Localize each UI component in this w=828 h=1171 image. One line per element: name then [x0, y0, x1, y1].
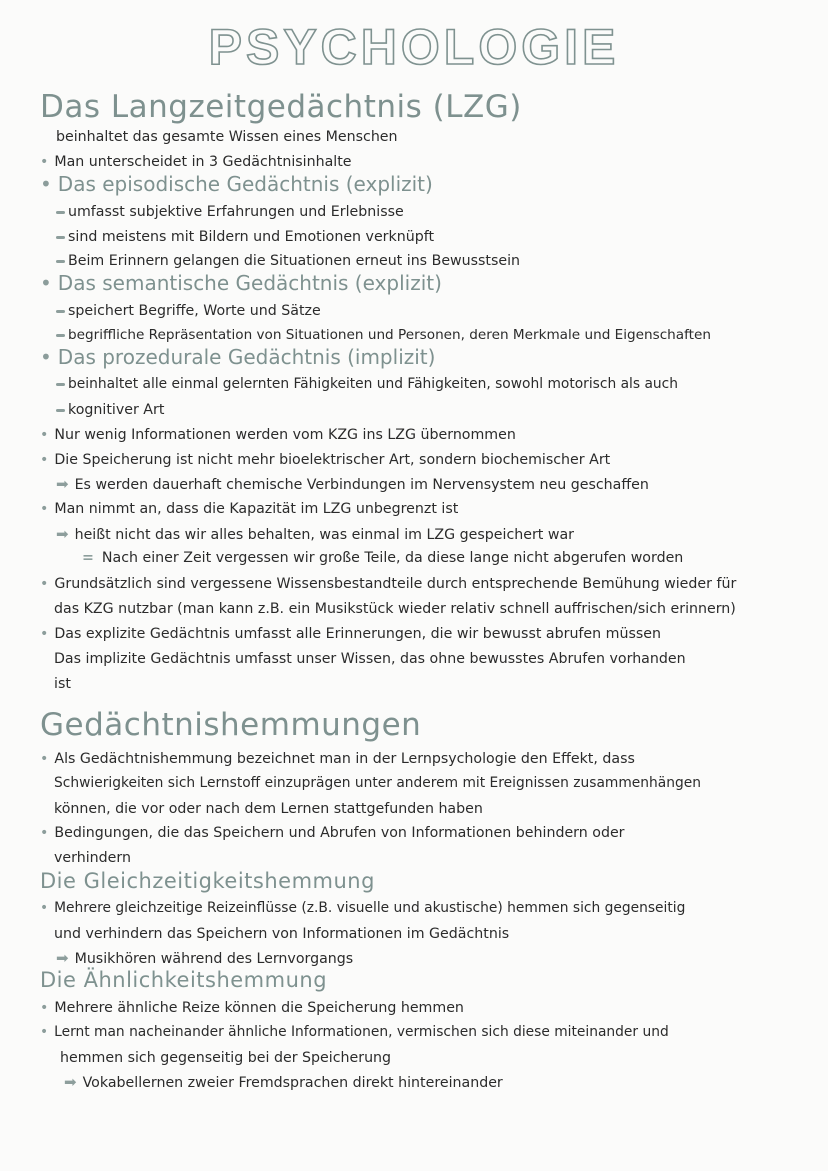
hemm-bullet-1-line-2: Schwierigkeiten sich Lernstoff einzuprägen unter anderem mit Ereignissen zusammenhängen	[54, 775, 701, 791]
arrow-right-icon: ➡	[56, 525, 69, 543]
gleichzeitigkeit-heading: Die Gleichzeitigkeitshemmung	[40, 869, 375, 893]
bullet-icon	[40, 345, 58, 369]
bullet-icon	[40, 427, 54, 443]
dash-icon	[56, 211, 65, 214]
bullet-icon	[40, 1024, 54, 1040]
equals-icon: =	[82, 550, 94, 566]
lzg-arrow-2: ➡ heißt nicht das wir alles behalten, was einmal im LZG gespeichert war	[56, 525, 574, 543]
lzg-bullet-6-line-2: Das implizite Gedächtnis umfasst unser Wissen, das ohne bewusstes Abrufen vorhanden	[54, 651, 686, 667]
bullet-icon	[40, 452, 54, 468]
dash-icon	[56, 334, 65, 337]
semantic-heading: • Das semantische Gedächtnis (explizit)	[40, 273, 798, 293]
lzg-bullet-5-line-1: • Grundsätzlich sind vergessene Wissensbestandteile durch entsprechende Bemühung wieder für	[40, 577, 798, 591]
lzg-bullet-2: • Nur wenig Informationen werden vom KZG ins LZG übernommen	[40, 428, 798, 442]
episodic-item-3: Beim Erinnern gelangen die Situationen erneut ins Bewusstsein	[56, 254, 798, 268]
gleichzeitigkeit-arrow: ➡ Musikhören während des Lernvorgangs	[56, 949, 354, 967]
bullet-icon	[40, 900, 54, 916]
page-title: PSYCHOLOGIE	[208, 19, 620, 75]
lzg-bullet-4: • Man nimmt an, dass die Kapazität im LZG unbegrenzt ist	[40, 502, 798, 516]
gleichzeitigkeit-line-2: und verhindern das Speichern von Informationen im Gedächtnis	[54, 926, 510, 942]
bullet-icon	[40, 576, 54, 592]
lzg-bullet-6-line-1: • Das explizite Gedächtnis umfasst alle Erinnerungen, die wir bewusst abrufen müssen	[40, 627, 798, 641]
bullet-icon	[40, 1000, 54, 1016]
episodic-item-2: sind meistens mit Bildern und Emotionen verknüpft	[56, 230, 798, 244]
aehnlichkeit-heading: Die Ähnlichkeitshemmung	[40, 968, 328, 992]
hemm-bullet-2-line-1: • Bedingungen, die das Speichern und Abrufen von Informationen behindern oder	[40, 826, 798, 840]
aehnlichkeit-line-3: hemmen sich gegenseitig bei der Speicherung	[60, 1050, 392, 1066]
bullet-icon	[40, 172, 58, 196]
semantic-item-2: begriffliche Repräsentation von Situationen und Personen, deren Merkmale und Eigenschaften	[56, 329, 798, 343]
bullet-icon	[40, 154, 54, 170]
hemm-bullet-2-line-2: verhindern	[54, 850, 131, 866]
section-heading-hemmungen: Gedächtnishemmungen	[40, 707, 422, 743]
bullet-icon	[40, 271, 58, 295]
episodic-heading: • Das episodische Gedächtnis (explizit)	[40, 174, 798, 194]
aehnlichkeit-arrow: ➡ Vokabellernen zweier Fremdsprachen direkt hintereinander	[64, 1073, 503, 1091]
procedural-item-2: kognitiver Art	[56, 403, 798, 417]
dash-icon	[56, 383, 65, 386]
hemm-bullet-1-line-3: können, die vor oder nach dem Lernen stattgefunden haben	[54, 801, 483, 817]
procedural-heading: • Das prozedurale Gedächtnis (implizit)	[40, 347, 798, 367]
procedural-item-1: beinhaltet alle einmal gelernten Fähigkeiten und Fähigkeiten, sowohl motorisch als auch	[56, 378, 798, 392]
dash-icon	[56, 236, 65, 239]
arrow-right-icon: ➡	[56, 475, 69, 493]
dash-icon	[56, 260, 65, 263]
dash-icon	[56, 409, 65, 412]
hemm-bullet-1-line-1: • Als Gedächtnishemmung bezeichnet man in der Lernpsychologie den Effekt, dass	[40, 752, 798, 766]
arrow-right-icon: ➡	[64, 1073, 77, 1091]
semantic-item-1: speichert Begriffe, Worte und Sätze	[56, 304, 798, 318]
bullet-icon	[40, 825, 54, 841]
lzg-intro: beinhaltet das gesamte Wissen eines Menschen	[56, 129, 398, 145]
bullet-icon	[40, 751, 54, 767]
episodic-item-1: umfasst subjektive Erfahrungen und Erlebnisse	[56, 205, 798, 219]
aehnlichkeit-line-2: • Lernt man nacheinander ähnliche Informationen, vermischen sich diese miteinander und	[40, 1026, 798, 1040]
section-heading-lzg: Das Langzeitgedächtnis (LZG)	[40, 89, 522, 125]
aehnlichkeit-line-1: • Mehrere ähnliche Reize können die Speicherung hemmen	[40, 1001, 798, 1015]
bullet-icon	[40, 626, 54, 642]
arrow-right-icon: ➡	[56, 949, 69, 967]
lzg-bullet-3: • Die Speicherung ist nicht mehr bioelektrischer Art, sondern biochemischer Art	[40, 453, 798, 467]
lzg-bullet-5-line-2: das KZG nutzbar (man kann z.B. ein Musikstück wieder relativ schnell auffrischen/sich erinnern)	[54, 601, 736, 617]
lzg-equals-1: = Nach einer Zeit vergessen wir große Teile, da diese lange nicht abgerufen worden	[82, 550, 684, 566]
lzg-arrow-1: ➡ Es werden dauerhaft chemische Verbindungen im Nervensystem neu geschaffen	[56, 475, 649, 493]
lzg-bullet-6-line-3: ist	[54, 676, 71, 692]
lzg-bullet-1: • Man unterscheidet in 3 Gedächtnisinhalte	[40, 155, 798, 169]
dash-icon	[56, 310, 65, 313]
gleichzeitigkeit-line-1: • Mehrere gleichzeitige Reizeinflüsse (z.B. visuelle und akustische) hemmen sich gegenseitig	[40, 902, 798, 916]
bullet-icon	[40, 501, 54, 517]
